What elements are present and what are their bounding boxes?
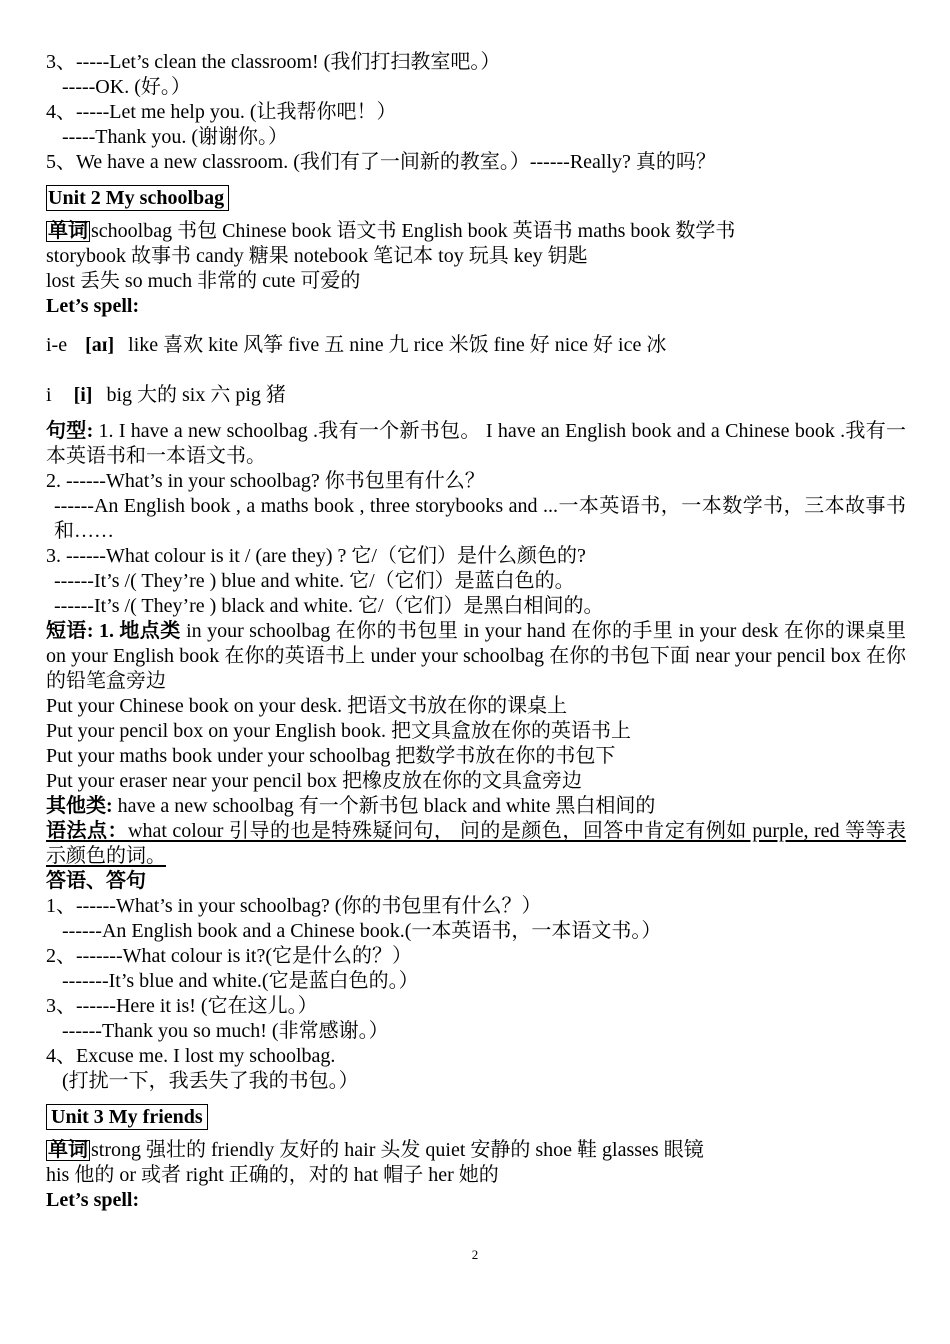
dialogue-line: 5、We have a new classroom. (我们有了一间新的教室。）------Really? 真的吗？ — [46, 151, 716, 173]
sentence-answer: ------It’s /( They’re ) black and white. 它/（它们）是黑白相间的。 — [54, 595, 604, 617]
dialogue-line: -----OK. (好。） — [62, 76, 191, 98]
dialogue-line: 4、-----Let me help you. (让我帮你吧！） — [46, 101, 397, 123]
qa-line: 2、-------What colour is it?(它是什么的？） — [46, 945, 413, 967]
other-label: 其他类: — [46, 795, 113, 817]
sentence-label: 句型: — [46, 420, 94, 442]
unit3-vocab-line: his 他的 or 或者 right 正确的，对的 hat 帽子 her 她的 — [46, 1164, 499, 1186]
qa-line: (打扰一下，我丢失了我的书包。） — [62, 1070, 359, 1092]
qa-line: ------Thank you so much! (非常感谢。） — [62, 1020, 389, 1042]
sentence-answer: ------It’s /( They’re ) blue and white. 它/（它们）是蓝白色的。 — [54, 570, 575, 592]
put-line: Put your Chinese book on your desk. 把语文书放在你的课桌上 — [46, 695, 568, 717]
page-number: 2 — [471, 1247, 479, 1262]
unit2-vocab-line: lost 丢失 so much 非常的 cute 可爱的 — [46, 270, 361, 292]
unit3-vocab-line — [46, 1138, 906, 1163]
grammar-point — [46, 819, 906, 869]
vocab-tag: 单词 — [48, 220, 88, 242]
unit2-vocab-line — [46, 219, 906, 244]
vocab-text: schoolbag 书包 Chinese book 语文书 English book 英语书 maths book 数学书 — [91, 220, 736, 242]
sentence-pattern-3: 3. ------What colour is it / (are they) ? 它/（它们）是什么颜色的? — [46, 545, 586, 567]
put-line: Put your eraser near your pencil box 把橡皮放在你的文具盒旁边 — [46, 770, 583, 792]
spell-row — [46, 333, 906, 369]
sentence-pattern-1 — [46, 419, 906, 469]
put-line: Put your pencil box on your English book. 把文具盒放在你的英语书上 — [46, 720, 631, 742]
dialogue-line: 3、-----Let’s clean the classroom! (我们打扫教室吧。） — [46, 51, 501, 73]
phrase-text: in your schoolbag 在你的书包里 in your hand 在你的手里 in your desk 在你的课桌里 on your English book 在你的英语书上 under your schoolbag 在你的书包下面 near your pencil box 在你的铅笔盒旁边 — [46, 620, 906, 692]
sentence-answer: ------An English book , a maths book , three storybooks and ...一本英语书，一本数学书，三本故事书和…… — [54, 495, 906, 542]
spell-words: like 喜欢 kite 风筝 five 五 nine 九 rice 米饭 fine 好 nice 好 ice 冰 — [128, 334, 667, 356]
spell-words: big 大的 six 六 pig 猪 — [106, 384, 286, 406]
sentence-pattern-2: 2. ------What’s in your schoolbag? 你书包里有什么？ — [46, 470, 485, 492]
qa-line: 1、------What’s in your schoolbag? (你的书包里有什么？） — [46, 895, 542, 917]
vocab-text: strong 强壮的 friendly 友好的 hair 头发 quiet 安静的 shoe 鞋 glasses 眼镜 — [91, 1139, 704, 1161]
unit3-spell-heading: Let’s spell: — [46, 1189, 140, 1211]
unit3-heading: Unit 3 My friends — [46, 1104, 208, 1130]
spell-phonetic: [i] — [73, 384, 93, 406]
other-phrases — [46, 794, 906, 819]
spell-row — [46, 383, 906, 419]
put-line: Put your maths book under your schoolbag 把数学书放在你的书包下 — [46, 745, 616, 767]
qa-line: -------It’s blue and white.(它是蓝白色的。） — [62, 970, 419, 992]
grammar-label: 语法点： — [46, 820, 128, 842]
qa-line: 3、------Here it is! (它在这儿。） — [46, 995, 318, 1017]
unit2-vocab-line: storybook 故事书 candy 糖果 notebook 笔记本 toy 玩具 key 钥匙 — [46, 245, 588, 267]
unit2-heading: Unit 2 My schoolbag — [46, 185, 229, 211]
document-page — [46, 50, 906, 1213]
qa-line: 4、Excuse me. I lost my schoolbag. — [46, 1045, 336, 1067]
dialogue-line: -----Thank you. (谢谢你。） — [62, 126, 289, 148]
other-text: have a new schoolbag 有一个新书包 black and white 黑白相间的 — [112, 795, 656, 817]
sentence-text: 1. I have a new schoolbag .我有一个新书包。 I have an English book and a Chinese book .我有一本英语书和一本语文书。 — [46, 420, 906, 467]
unit2-spell-heading: Let’s spell: — [46, 295, 140, 317]
grammar-text: what colour 引导的也是特殊疑问句， 问的是颜色，回答中肯定有例如 purple, red 等等表示颜色的词。 — [46, 820, 907, 867]
spell-pattern: i-e — [46, 334, 68, 356]
vocab-tag: 单词 — [48, 1139, 88, 1161]
qa-line: ------An English book and a Chinese book.(一本英语书，一本语文书。） — [62, 920, 662, 942]
qa-heading: 答语、答句 — [46, 870, 146, 892]
spell-phonetic: [aɪ] — [85, 334, 115, 356]
phrase-block — [46, 619, 906, 694]
spell-pattern: i — [46, 384, 52, 406]
phrase-label: 短语: 1. 地点类 — [46, 620, 181, 642]
